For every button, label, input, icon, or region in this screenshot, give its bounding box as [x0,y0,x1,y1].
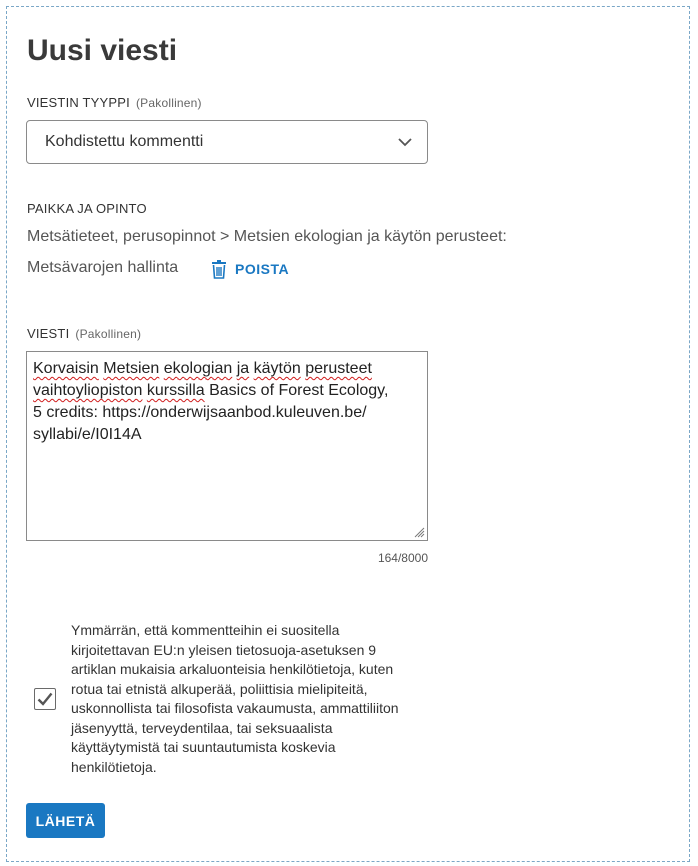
message-text-rest: Basics of Forest Ecology, 5 credits: https://onderwijsaanbod.kuleuven.be/ syllabi/e/I0I14A [33,382,389,443]
chevron-down-icon [397,134,413,150]
message-word: ekologian [163,360,233,377]
message-type-selected-value: Kohdistettu kommentti [45,133,204,150]
message-type-label [27,95,202,110]
required-note: (Pakollinen) [135,96,202,110]
message-word: kurssilla [146,382,205,399]
message-type-select[interactable] [26,120,428,164]
remove-label: POISTA [235,261,290,277]
page-title: Uusi viesti [27,34,178,67]
message-word: Metsien [103,360,160,377]
message-type-label-text: VIESTIN TYYPPI [27,95,130,110]
message-word: Korvaisin [33,360,99,377]
consent-text: Ymmärrän, että kommentteihin ei suositella kirjoitettavan EU:n yleisen tietosuoja-asetuksen 9 artiklan mukaisia arkaluonteisia henkilötietoja, kuten rotua tai etnistä alkuperää, poliittisia mielipiteitä, uskonnollista tai filosofista vakaumusta, ammattiliiton jäsenyyttä, terveydentilaa, tai seksuaalista käyttäytymistä tai suuntautumista koskevia henkilötietoja. [71,622,399,775]
message-textarea[interactable] [26,351,428,541]
place-path-line2: Metsävarojen hallinta [27,259,179,276]
message-label-text: VIESTI [27,326,70,341]
place-path-line1: Metsätieteet, perusopinnot > Metsien ekologian ja käytön perusteet: [27,228,507,245]
message-word: käytön [253,360,301,377]
character-counter: 164/8000 [377,551,428,565]
message-label [27,326,141,341]
required-note: (Pakollinen) [75,327,142,341]
submit-button[interactable]: LÄHETÄ [26,803,105,838]
message-word: vaihtoyliopiston [33,382,143,399]
message-word: ja [236,360,250,377]
check-icon [35,689,55,709]
trash-icon [209,259,229,279]
message-text [33,358,421,446]
message-word: perusteet [305,360,372,377]
place-label: PAIKKA JA OPINTO [27,201,147,216]
consent-checkbox[interactable] [34,688,56,710]
resize-handle-icon[interactable] [413,526,425,538]
remove-place-button[interactable] [209,258,289,280]
